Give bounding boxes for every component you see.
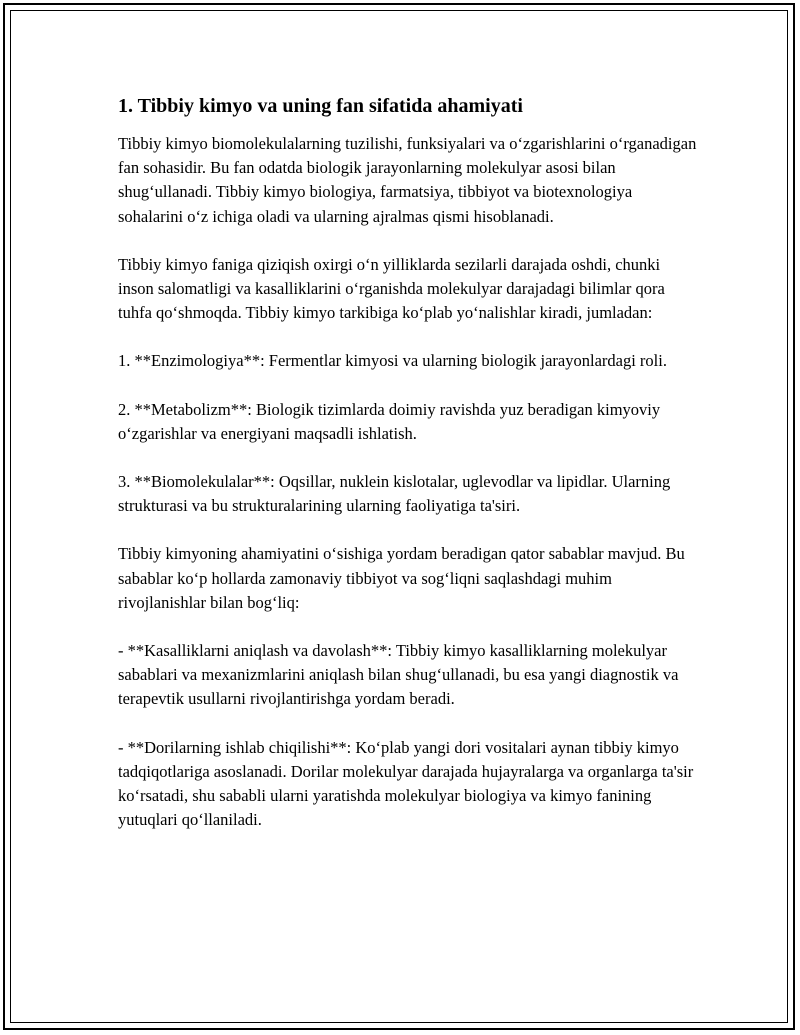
paragraph-importance: Tibbiy kimyoning ahamiyatini o‘sishiga yordam beradigan qator sabablar mavjud. Bu sabablar ko‘p hollarda zamonaviy tibbiyot va sog‘liqni saqlashdagi muhim rivojlanishlar bilan bog‘liq: (118, 544, 685, 612)
list-item-biomolecules: 3. **Biomolekulalar**: Oqsillar, nuklein kislotalar, uglevodlar va lipidlar. Ularning strukturasi va bu strukturalarining ularning faoliyatiga ta'siri. (118, 472, 671, 516)
list-item-enzymology: 1. **Enzimologiya**: Fermentlar kimyosi va ularning biologik jarayonlardagi roli. (118, 351, 667, 371)
paragraph-intro: Tibbiy kimyo biomolekulalarning tuzilishi, funksiyalari va o‘zgarishlarini o‘rganadigan fan sohasidir. Bu fan odatda biologik jarayonlarning molekulyar asosi bilan shug‘ullanadi. Tibbiy kimyo biologiya, farmatsiya, tibbiyot va biotexnologiya sohalarini o‘z ichiga oladi va ularning ajralmas qismi hisoblanadi. (118, 134, 697, 226)
list-item-metabolism: 2. **Metabolizm**: Biologik tizimlarda doimiy ravishda yuz beradigan kimyoviy o‘zgarishlar va energiyani maqsadli ishlatish. (118, 399, 661, 443)
document-body (118, 92, 698, 856)
section-heading: 1. Tibbiy kimyo va uning fan sifatida ahamiyati (118, 95, 523, 117)
bullet-disease-diagnosis: - **Kasalliklarni aniqlash va davolash**: Tibbiy kimyo kasalliklarning molekulyar sabablari va mexanizmlarini aniqlash bilan shug‘ullanadi, bu esa yangi diagnostik va terapevtik usullarni rivojlantirishga yordam beradi. (118, 641, 679, 709)
bullet-drug-development: - **Dorilarning ishlab chiqilishi**: Ko‘plab yangi dori vositalari aynan tibbiy kimyo tadqiqotlariga asoslanadi. Dorilar molekulyar darajada hujayralarga va organlarga ta'sir ko‘rsatadi, shu sababli ularni yaratishda molekulyar biologiya va kimyo fanining yutuqlari qo‘llaniladi. (118, 737, 694, 830)
paragraph-interest: Tibbiy kimyo faniga qiziqish oxirgi o‘n yilliklarda sezilarli darajada oshdi, chunki inson salomatligi va kasalliklarini o‘rganishda molekulyar darajadagi bilimlar qora tuhfa qo‘shmoqda. Tibbiy kimyo tarkibiga ko‘plab yo‘nalishlar kiradi, jumladan: (118, 254, 665, 323)
